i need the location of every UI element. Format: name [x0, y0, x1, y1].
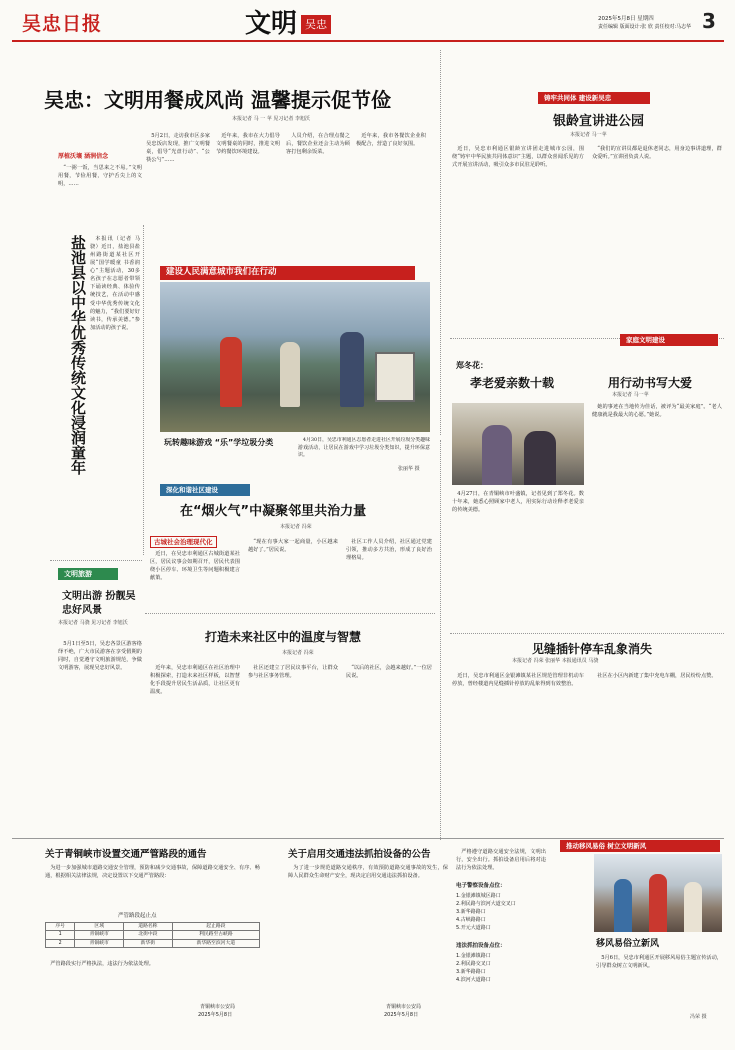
list-item: 4.滨河大道路口 — [456, 977, 491, 983]
yanhuo-headline: 在“烟火气”中凝聚邻里共治力量 — [180, 504, 367, 519]
notice2-sign-org: 青铜峡市公安局 — [386, 1004, 422, 1010]
moving-caption-byline: 冯荣 摄 — [690, 1014, 707, 1020]
chaos-col-1: 近日，吴忠市利通区金银滩镇某社区规范管理非机动车停放，曾经楼道内见缝插针停放的乱象得到有效整治。 — [452, 673, 584, 688]
notice1-body-2: 严管路段实行严格执法，违法行为依法处理。 — [50, 961, 154, 967]
volunteer-ribbon — [160, 266, 415, 280]
filial-photo — [452, 403, 584, 485]
yanhuo-ribbon-text: 深化和谐社区建设 — [166, 485, 218, 494]
volunteer-caption-title: 玩转趣味游戏 “乐”学垃圾分类 — [164, 438, 274, 447]
divider — [440, 440, 441, 840]
photo-figure — [482, 425, 512, 485]
editor-line: 责任编辑 版面设计:张 欣 责任校对:马志华 — [598, 24, 692, 30]
notice3-body: 严格遵守道路交通安全法规，文明出行，安全出行。抓拍设备启用后将对违法行为依法处理。 — [456, 849, 546, 872]
moving-ribbon-text: 推动移风易俗 树立文明新风 — [566, 841, 647, 850]
side-box — [58, 150, 142, 190]
list-item: 1.金银滩镇城区路口 — [456, 893, 501, 899]
table-cell: 新华路至滨河大道 — [172, 939, 259, 947]
divider — [145, 613, 435, 614]
future-col-2: 社区还建立了居民议事平台，让群众参与社区事务管理。 — [248, 665, 338, 680]
notice1-table — [45, 922, 260, 948]
notice2-headline: 关于启用交通违法抓拍设备的公告 — [288, 849, 431, 860]
page-number: 3 — [702, 9, 716, 33]
newspaper-logo: 吴忠日报 — [22, 13, 103, 35]
tour-byline: 本报记者 马骁 见习记者 李旭沃 — [58, 620, 128, 626]
notice1-table-caption: 严管路段起止点 — [118, 913, 157, 919]
notice1-body: 为进一步加强城市道路交通安全管理，预防和减少交通事故，保障道路交通安全、有序、畅通，根据相关法律法规，决定设置以下交通严管路段： — [45, 865, 260, 880]
list-item: 2.利民路与滨河大道交叉口 — [456, 901, 516, 907]
table-header-row — [46, 923, 260, 931]
table-header: 起止路段 — [172, 923, 259, 931]
salt-headline: 盐池县以中华优秀传统文化浸润童年 — [69, 235, 87, 475]
table-cell: 北街中段 — [124, 931, 173, 939]
photo-figure — [649, 874, 667, 932]
table-cell: 青铜峡市 — [75, 939, 124, 947]
notice2-sign-date: 2025年5月8日 — [384, 1012, 419, 1018]
side-box-text: “一粥一饭，当思来之不易。”文明用餐，节俭用餐，守护舌尖上的文明，…… — [58, 165, 142, 188]
moving-caption-body: 5月6日，吴忠市利通区开展移风易俗主题宣传活动，引导群众树立文明新风。 — [596, 955, 722, 970]
bottom-rule — [12, 838, 724, 839]
table-cell: 新华街 — [124, 939, 173, 947]
list-item: 5.开元大道路口 — [456, 925, 491, 931]
right-top-col-2: “我们的宣讲员都是退休老同志，用身边事讲道理，群众爱听。”宣讲团负责人说。 — [592, 146, 722, 161]
photo-figure — [524, 431, 556, 485]
future-col-1: 近年来，吴忠市利通区在社区治理中积极探索，打造未来社区样板，以智慧化手段提升居民生活品质，让社区更有温度。 — [150, 665, 240, 696]
filial-headline-a: 孝老爱亲数十载 — [470, 376, 555, 390]
table-header: 序号 — [46, 923, 75, 931]
table-cell: 1 — [46, 931, 75, 939]
right-top-headline: 银龄宣讲进公园 — [553, 114, 645, 129]
moving-ribbon — [560, 840, 720, 852]
yanhuo-subhead: 古城社会治理现代化 — [150, 536, 217, 548]
section-title-char-2: 明 — [271, 9, 298, 39]
lead-col-4: 人员介绍，在合理点餐之后，餐饮企业还会主动为顾客打包剩余饭菜。 — [286, 133, 350, 156]
divider — [440, 50, 441, 435]
lead-byline: 本报记者 马 一 苹 见习记者 李旭沃 — [232, 116, 310, 122]
notice3-list-title: 电子警察设备点位： — [456, 883, 506, 889]
list-item: 2.利民路交叉口 — [456, 961, 491, 967]
yanhuo-col-1: 近日，在吴忠市利通区古城街道某社区，居民议事会如期召开，居民代表围绕小区停车、环境卫生等问题积极建言献策。 — [150, 551, 240, 582]
lead-col-5: 近年来，我市各餐饮企业积极配合，营造了良好氛围。 — [356, 133, 426, 148]
salt-body: 本报讯（记者 马骁）近日，盐池县盐州路街道某社区开展“国学暖童 书香润心”主题活动，30多名孩子在志愿者带领下诵读经典、体验传统技艺，在活动中感受中华优秀传统文化的魅力，“我们要好好读书，传承美德。”参加活动的孩子说。 — [90, 236, 140, 331]
notice1-headline: 关于青铜峡市设置交通严管路段的通告 — [45, 849, 207, 860]
future-headline: 打造未来社区中的温度与智慧 — [205, 630, 362, 644]
tour-body: 5月1日至5日，吴忠各景区游客络绎不绝，广大市民游客在享受假期的同时，自觉遵守文明旅游规范，争做文明游客，展现吴忠好风景。 — [58, 641, 142, 672]
table-header: 道路名称 — [124, 923, 173, 931]
right-top-byline: 本报记者 马一苹 — [570, 132, 607, 138]
list-item: 3.新华路路口 — [456, 969, 486, 975]
section-title-char-1: 文 — [245, 9, 272, 39]
chaos-byline: 本报记者 冯荣 张丽华 本报通讯员 马骁 — [512, 658, 599, 664]
lead-headline: 吴忠：文明用餐成风尚 温馨提示促节俭 — [44, 88, 391, 112]
photo-figure — [614, 879, 632, 932]
notice1-sign-org: 青铜峡市公安局 — [200, 1004, 236, 1010]
notice3-list-2-title: 违法抓拍设备点位： — [456, 943, 506, 949]
right-top-ribbon-text: 铸牢共同体 建设新吴忠 — [544, 93, 612, 102]
volunteer-photo — [160, 282, 430, 432]
right-top-ribbon — [538, 92, 650, 104]
section-city-badge: 吴忠 — [301, 15, 331, 34]
filial-byline: 本报记者 马一苹 — [612, 392, 649, 398]
filial-headline-b: 用行动书写大爱 — [608, 376, 693, 390]
moving-caption-title: 移风易俗立新风 — [596, 939, 660, 949]
future-byline: 本报记者 冯荣 — [282, 650, 314, 656]
notice3-list — [456, 892, 516, 932]
filial-col-1: 4月27日，在青铜峡市叶盛镇，记者见到了郑冬花。数十年来，她悉心照顾家中老人，用实际行动诠释孝老爱亲的传统美德。 — [452, 491, 584, 514]
yanhuo-col-2: “现在有事大家一起商量，小区越来越好了。”居民说。 — [248, 539, 338, 554]
photo-figure — [280, 342, 300, 407]
table-cell: 2 — [46, 939, 75, 947]
chaos-col-2: 社区在小区内新建了集中充电车棚，居民纷纷点赞。 — [597, 673, 717, 679]
notice3-list-2 — [456, 952, 491, 984]
list-item: 3.新华路路口 — [456, 909, 486, 915]
divider — [143, 225, 144, 555]
filial-ribbon — [620, 334, 718, 346]
filial-ribbon-text: 家庭文明建设 — [626, 335, 665, 344]
volunteer-caption-body: 4月30日，吴忠市利通区志愿者走进社区开展垃圾分类趣味游戏活动，让居民在游戏中学习垃圾分类知识，提升环保意识。 — [298, 437, 430, 459]
filial-kicker: 郑冬花： — [456, 361, 488, 370]
list-item: 4.古峡路路口 — [456, 917, 486, 923]
future-col-3: “以后的社区，会越来越好。”一位居民说。 — [346, 665, 432, 680]
tour-ribbon-text: 文明旅游 — [64, 569, 92, 578]
table-header: 区域 — [75, 923, 124, 931]
photo-figure — [220, 337, 242, 407]
table-cell: 青铜峡市 — [75, 931, 124, 939]
issue-date: 2025年5月8日 星期四 — [598, 16, 654, 22]
volunteer-caption-byline: 张丽华 摄 — [398, 466, 420, 472]
yanhuo-ribbon — [160, 484, 250, 496]
list-item: 1.金银滩镇路口 — [456, 953, 491, 959]
notice2-body: 为了进一步规范道路交通秩序，有效预防道路交通事故的发生，保障人民群众生命财产安全，现决定启用交通违法抓拍设备。 — [288, 865, 448, 880]
moving-photo — [594, 854, 722, 932]
chaos-headline: 见缝插针停车乱象消失 — [532, 642, 653, 656]
table-row — [46, 939, 260, 947]
tour-ribbon — [58, 568, 118, 580]
masthead-rule — [12, 40, 724, 42]
photo-figure — [340, 332, 364, 407]
lead-col-3: 近年来，我市在大力倡导文明餐桌的同时，推进文明节约餐饮环境建设。 — [216, 133, 280, 156]
side-box-label: 厚植沃壤 涵润信念 — [58, 153, 109, 160]
lead-col-2: 5月2日，走访我市区多家吴忠饭店发现，推广文明餐桌，倡导“光盘行动”、“公筷公勺”…… — [146, 133, 210, 164]
masthead — [0, 0, 735, 40]
yanhuo-col-3: 社区工作人员介绍，社区通过党建引领，推动多方共治，形成了良好治理格局。 — [346, 539, 432, 562]
yanhuo-byline: 本报记者 冯荣 — [280, 524, 312, 530]
divider — [50, 560, 142, 561]
photo-board — [375, 352, 415, 402]
notice1-sign-date: 2025年5月8日 — [198, 1012, 233, 1018]
photo-figure — [684, 882, 702, 932]
right-top-col-1: 近日，吴忠市利通区银龄宣讲团走进城市公园，围绕“铸牢中华民族共同体意识”主题，以群众喜闻乐见的方式开展宣讲活动，吸引众多市民驻足聆听。 — [452, 146, 584, 169]
divider — [450, 633, 724, 634]
volunteer-ribbon-text: 建设人民满意城市我们在行动 — [166, 267, 277, 278]
section-title — [245, 4, 331, 44]
table-row — [46, 931, 260, 939]
tour-headline: 文明出游 扮靓吴忠好风景 — [62, 591, 136, 616]
table-cell: 利民路至古峡路 — [172, 931, 259, 939]
filial-col-2: 她的事迹在当地传为佳话，被评为“最美家庭”。“老人健康就是我最大的心愿。”她说。 — [592, 404, 722, 419]
